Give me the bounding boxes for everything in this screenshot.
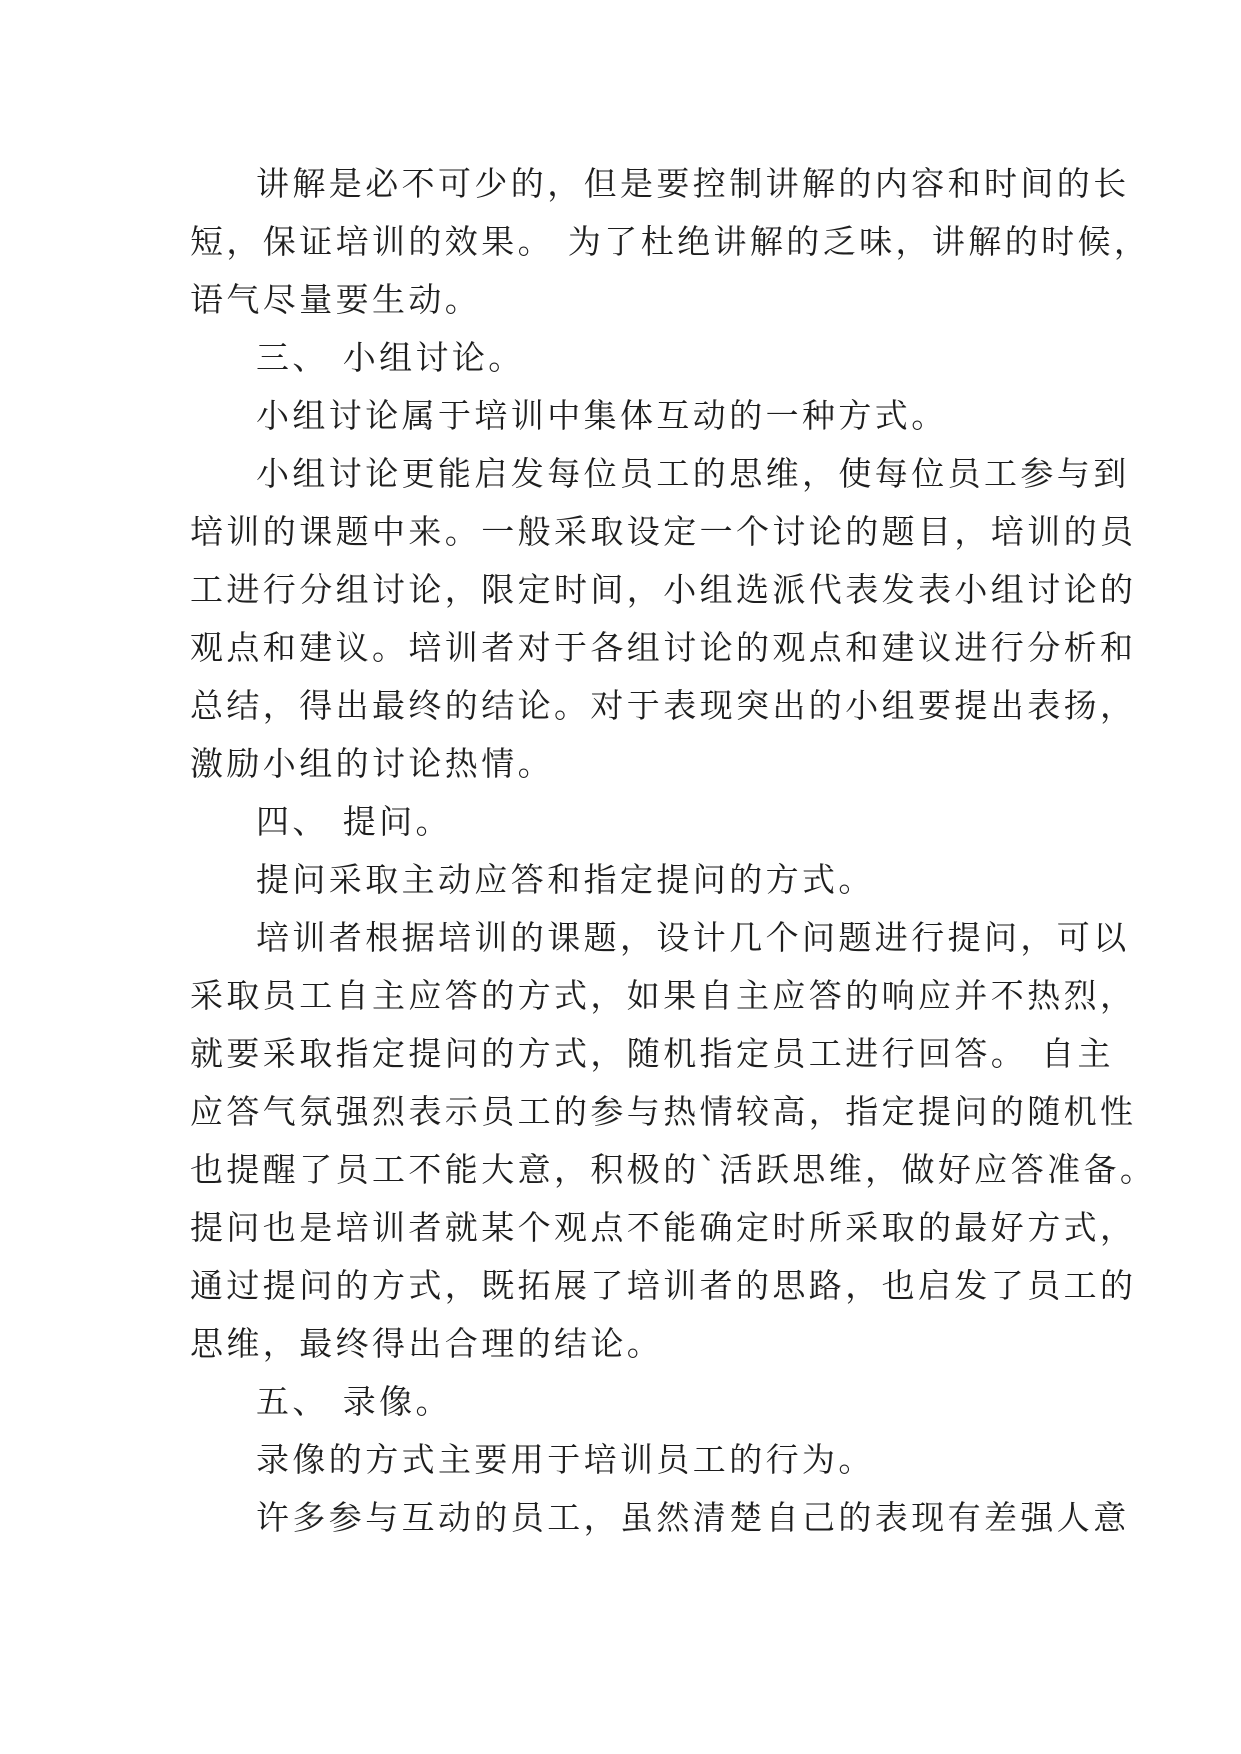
text-line: 就要采取指定提问的方式，随机指定员工进行回答。 自主: [190, 1034, 1114, 1073]
text-line: 也提醒了员工不能大意，积极的`活跃思维，做好应答准备。: [190, 1150, 1157, 1189]
text-line: 小组讨论属于培训中集体互动的一种方式。: [256, 396, 948, 435]
text-line: 应答气氛强烈表示员工的参与热情较高，指定提问的随机性: [190, 1092, 1137, 1131]
text-line: 讲解是必不可少的，但是要控制讲解的内容和时间的长: [256, 164, 1130, 203]
text-line: 思维，最终得出合理的结论。: [190, 1324, 664, 1363]
text-line: 四、 提问。: [256, 802, 452, 841]
text-line: 语气尽量要生动。: [190, 280, 482, 319]
text-line: 总结，得出最终的结论。对于表现突出的小组要提出表扬，: [190, 686, 1137, 725]
text-line: 三、 小组讨论。: [256, 338, 525, 377]
text-line: 激励小组的讨论热情。: [190, 744, 554, 783]
text-line: 培训者根据培训的课题，设计几个问题进行提问，可以: [256, 918, 1130, 957]
text-line: 许多参与互动的员工，虽然清楚自己的表现有差强人意: [256, 1498, 1130, 1537]
text-line: 提问也是培训者就某个观点不能确定时所采取的最好方式，: [190, 1208, 1137, 1247]
document-body: [190, 155, 1157, 1547]
text-line: 观点和建议。培训者对于各组讨论的观点和建议进行分析和: [190, 628, 1137, 667]
text-line: 通过提问的方式，既拓展了培训者的思路，也启发了员工的: [190, 1266, 1137, 1305]
text-line: 五、 录像。: [256, 1382, 452, 1421]
text-line: 采取员工自主应答的方式，如果自主应答的响应并不热烈，: [190, 976, 1137, 1015]
text-line: 提问采取主动应答和指定提问的方式。: [256, 860, 875, 899]
text-line: 培训的课题中来。一般采取设定一个讨论的题目，培训的员: [190, 512, 1137, 551]
text-line: 短，保证培训的效果。 为了杜绝讲解的乏味，讲解的时候，: [190, 222, 1151, 261]
text-line: 小组讨论更能启发每位员工的思维，使每位员工参与到: [256, 454, 1130, 493]
text-line: 工进行分组讨论，限定时间，小组选派代表发表小组讨论的: [190, 570, 1137, 609]
text-line: 录像的方式主要用于培训员工的行为。: [256, 1440, 875, 1479]
